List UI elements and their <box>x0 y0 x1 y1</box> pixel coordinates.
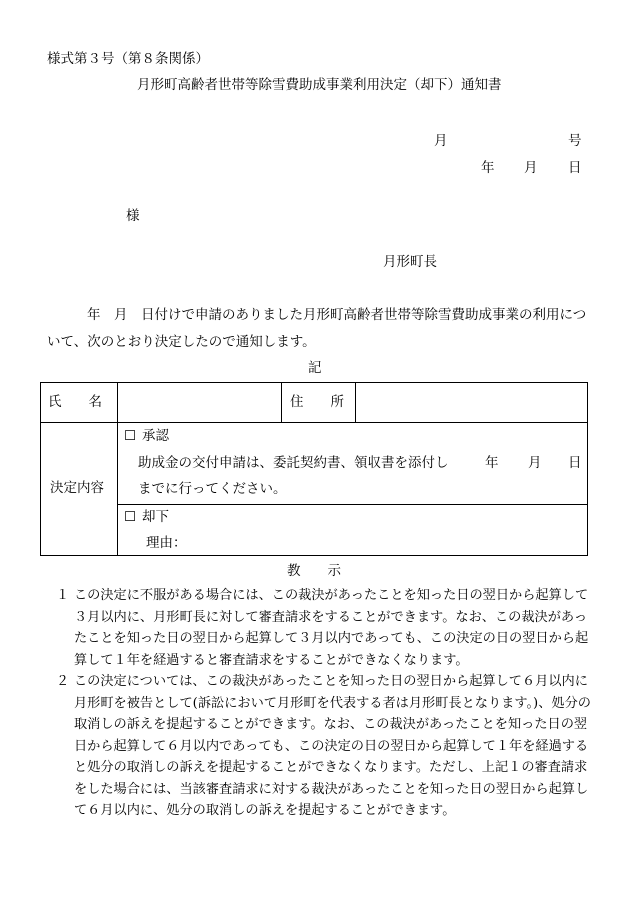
table-address-divider-left <box>281 382 282 423</box>
date-day-label: 日 <box>568 160 582 176</box>
date-month-label: 月 <box>524 160 538 176</box>
table-approve-reject-divider <box>117 504 588 505</box>
table-border-right <box>587 382 588 556</box>
ref-number-label: 号 <box>568 133 582 149</box>
approve-label: 承認 <box>142 428 169 444</box>
date-year-label: 年 <box>481 160 495 176</box>
ki-label: 記 <box>308 360 322 376</box>
reject-label: 却下 <box>142 509 169 525</box>
table-address-divider-right <box>355 382 356 423</box>
kyoji-item-1 <box>56 585 596 671</box>
table-row-divider <box>40 422 588 423</box>
kyoji-item-2-number: ２ <box>56 674 70 689</box>
body-line-2: いて、次のとおり決定したので通知します。 <box>47 334 316 350</box>
approve-month-label: 月 <box>528 455 542 471</box>
issuer-name: 月形町長 <box>383 254 437 270</box>
approve-day-label: 日 <box>568 455 582 471</box>
ref-month-label: 月 <box>434 133 448 149</box>
approve-instruction-text: 助成金の交付申請は、委託契約書、領収書を添付し <box>138 455 449 471</box>
approve-checkbox[interactable]: ☐ <box>124 428 137 444</box>
approve-year-label: 年 <box>485 455 499 471</box>
kyoji-item-2-text: この決定については、この裁決があったことを知った日の翌日から起算して６月以内に月形町を被告として(訴訟において月形町を代表する者は月形町長となります。)、処分の取消しの訴えを提起することができます。なお、この裁決があったことを知った日の翌日から起算して６月以内であっても、この決定の日の翌日から起算して１年を経過すると処分の取消しの訴えを提起することができなくなります。ただし、上記１の審査請求をした場合には、当該審査請求に対する裁決があったことを知った日の翌日から起算して６月以内に、処分の取消しの訴えを提起することができます。 <box>74 674 591 818</box>
kyoji-item-1-number: １ <box>56 588 70 603</box>
table-border-top <box>40 382 588 383</box>
table-border-bottom <box>40 555 588 556</box>
form-number: 様式第３号（第８条関係） <box>47 51 209 67</box>
decision-table <box>40 382 588 556</box>
address-label: 住 所 <box>290 394 344 410</box>
reject-checkbox[interactable]: ☐ <box>124 509 137 525</box>
addressee-suffix: 様 <box>126 208 140 224</box>
kyoji-item-2 <box>56 671 596 822</box>
decision-content-label: 決定内容 <box>50 480 104 496</box>
name-label: 氏 名 <box>48 394 102 410</box>
kyoji-item-1-text: この決定に不服がある場合には、この裁決があったことを知った日の翌日から起算して３月以内に、月形町長に対して審査請求をすることができます。なお、この裁決があったことを知った日の翌日から起算して３月以内であっても、この決定の日の翌日から起算して１年を経過すると審査請求をすることができなくなります。 <box>74 588 589 668</box>
body-line-1: 年 月 日付けで申請のありました月形町高齢者世帯等除雪費助成事業の利用につ <box>87 307 587 323</box>
document-title: 月形町高齢者世帯等除雪費助成事業利用決定（却下）通知書 <box>137 77 502 93</box>
reason-label: 理由： <box>146 535 187 551</box>
approve-instruction-text-2: までに行ってください。 <box>138 481 287 497</box>
kyoji-title: 教 示 <box>287 563 341 579</box>
table-border-left <box>40 382 41 556</box>
table-label-column-divider <box>117 382 118 556</box>
